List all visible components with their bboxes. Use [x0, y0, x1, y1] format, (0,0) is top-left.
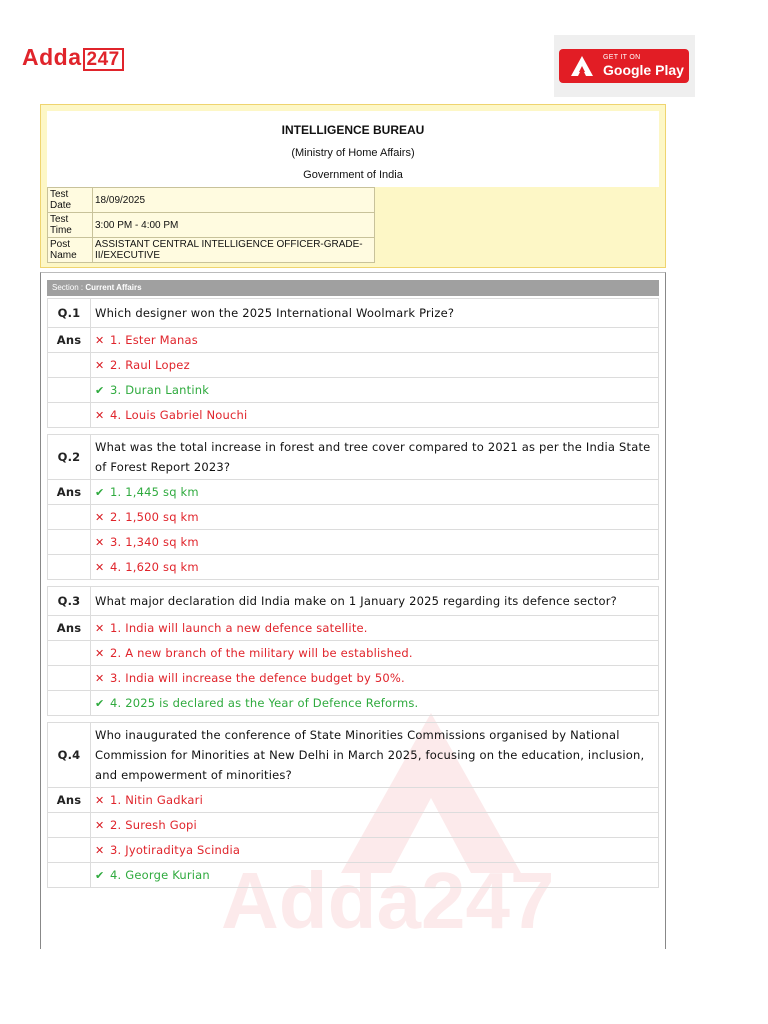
- cross-icon: ✕: [95, 843, 105, 857]
- wrong-option: [95, 333, 198, 347]
- test-date-row: [48, 188, 375, 213]
- answer-label: Ans: [48, 328, 91, 353]
- answer-label: Ans: [48, 480, 91, 505]
- option-text: 2. Suresh Gopi: [110, 818, 197, 833]
- option-row: [48, 555, 659, 580]
- post-name-label: Post Name: [48, 238, 93, 263]
- answer-label: Ans: [48, 616, 91, 641]
- test-date-label: Test Date: [48, 188, 93, 213]
- option-row: [48, 838, 659, 863]
- google-play-area: [554, 35, 695, 97]
- adda-app-icon: [570, 55, 594, 77]
- exam-title: INTELLIGENCE BUREAU: [281, 123, 425, 137]
- question-number: Q.2: [48, 435, 91, 480]
- check-icon: ✔: [95, 383, 105, 397]
- empty-label-cell: [48, 353, 91, 378]
- question-row: [48, 587, 659, 616]
- google-play-big-text: Google Play: [603, 62, 684, 78]
- option-text: 1. 1,445 sq km: [110, 485, 199, 500]
- question-text: Which designer won the 2025 International Woolmark Prize?: [91, 299, 659, 328]
- empty-label-cell: [48, 505, 91, 530]
- empty-label-cell: [48, 813, 91, 838]
- option-cell: [91, 616, 659, 641]
- option-row: [48, 378, 659, 403]
- question-row: [48, 299, 659, 328]
- option-cell: [91, 403, 659, 428]
- option-cell: [91, 641, 659, 666]
- option-text: 1. Nitin Gadkari: [110, 793, 203, 808]
- empty-label-cell: [48, 641, 91, 666]
- empty-label-cell: [48, 666, 91, 691]
- cross-icon: ✕: [95, 408, 105, 422]
- option-row: [48, 641, 659, 666]
- option-text: 2. Raul Lopez: [110, 358, 190, 373]
- question-row: [48, 723, 659, 788]
- test-details-table: [47, 187, 375, 263]
- option-row: [48, 616, 659, 641]
- option-text: 4. 2025 is declared as the Year of Defence Reforms.: [110, 696, 419, 711]
- option-cell: [91, 788, 659, 813]
- test-time-row: [48, 213, 375, 238]
- option-cell: [91, 666, 659, 691]
- option-text: 2. A new branch of the military will be established.: [110, 646, 413, 661]
- correct-option: [95, 383, 209, 397]
- exam-info-box: [40, 104, 666, 268]
- empty-label-cell: [48, 530, 91, 555]
- test-time-value: 3:00 PM - 4:00 PM: [93, 213, 375, 238]
- empty-label-cell: [48, 838, 91, 863]
- question-number: Q.1: [48, 299, 91, 328]
- option-cell: [91, 691, 659, 716]
- wrong-option: [95, 621, 368, 635]
- option-row: [48, 691, 659, 716]
- empty-label-cell: [48, 378, 91, 403]
- wrong-option: [95, 535, 199, 549]
- option-text: 3. India will increase the defence budget by 50%.: [110, 671, 405, 686]
- question-spacer: [48, 580, 659, 587]
- option-cell: [91, 813, 659, 838]
- wrong-option: [95, 510, 199, 524]
- question-spacer: [48, 428, 659, 435]
- question-text: What was the total increase in forest and tree cover compared to 2021 as per the India State of Forest Report 2023?: [91, 435, 659, 480]
- logo-text: Adda: [22, 44, 82, 70]
- check-icon: ✔: [95, 696, 105, 710]
- section-name: Current Affairs: [85, 283, 142, 292]
- option-text: 4. Louis Gabriel Nouchi: [110, 408, 248, 423]
- exam-header: [47, 111, 659, 187]
- option-text: 4. 1,620 sq km: [110, 560, 199, 575]
- wrong-option: [95, 818, 197, 832]
- section-prefix: Section :: [52, 283, 86, 292]
- wrong-option: [95, 408, 247, 422]
- option-row: [48, 863, 659, 888]
- option-cell: [91, 378, 659, 403]
- question-text: What major declaration did India make on 1 January 2025 regarding its defence sector?: [91, 587, 659, 616]
- empty-label-cell: [48, 863, 91, 888]
- cross-icon: ✕: [95, 621, 105, 635]
- option-row: [48, 480, 659, 505]
- wrong-option: [95, 843, 240, 857]
- question-row: [48, 435, 659, 480]
- google-play-small-text: GET IT ON: [603, 54, 641, 61]
- option-row: [48, 666, 659, 691]
- option-cell: [91, 863, 659, 888]
- google-play-button[interactable]: [559, 49, 689, 83]
- cross-icon: ✕: [95, 671, 105, 685]
- option-row: [48, 403, 659, 428]
- wrong-option: [95, 793, 203, 807]
- question-number: Q.3: [48, 587, 91, 616]
- option-row: [48, 530, 659, 555]
- section-bar: [47, 280, 659, 296]
- test-time-label: Test Time: [48, 213, 93, 238]
- option-text: 1. India will launch a new defence satellite.: [110, 621, 368, 636]
- wrong-option: [95, 560, 199, 574]
- question-panel: [40, 272, 666, 949]
- cross-icon: ✕: [95, 560, 105, 574]
- cross-icon: ✕: [95, 358, 105, 372]
- empty-label-cell: [48, 555, 91, 580]
- option-text: 3. Duran Lantink: [110, 383, 210, 398]
- empty-label-cell: [48, 691, 91, 716]
- question-text: Who inaugurated the conference of State Minorities Commissions organised by National Commission for Minorities at New Delhi in March 2025, focusing on the education, inclusion, and empowerment of minorities?: [91, 723, 659, 788]
- option-row: [48, 353, 659, 378]
- option-cell: [91, 505, 659, 530]
- cross-icon: ✕: [95, 333, 105, 347]
- correct-option: [95, 696, 418, 710]
- post-name-value: ASSISTANT CENTRAL INTELLIGENCE OFFICER-GRADE-II/EXECUTIVE: [93, 238, 375, 263]
- option-cell: [91, 480, 659, 505]
- option-cell: [91, 838, 659, 863]
- option-text: 1. Ester Manas: [110, 333, 198, 348]
- option-cell: [91, 353, 659, 378]
- option-row: [48, 328, 659, 353]
- cross-icon: ✕: [95, 793, 105, 807]
- wrong-option: [95, 646, 413, 660]
- check-icon: ✔: [95, 485, 105, 499]
- option-row: [48, 505, 659, 530]
- question-number: Q.4: [48, 723, 91, 788]
- option-row: [48, 813, 659, 838]
- adda247-logo[interactable]: [22, 44, 124, 71]
- wrong-option: [95, 358, 190, 372]
- cross-icon: ✕: [95, 535, 105, 549]
- exam-government: Government of India: [303, 169, 403, 181]
- check-icon: ✔: [95, 868, 105, 882]
- cross-icon: ✕: [95, 818, 105, 832]
- cross-icon: ✕: [95, 510, 105, 524]
- logo-number: 247: [83, 48, 124, 71]
- correct-option: [95, 485, 199, 499]
- option-row: [48, 788, 659, 813]
- answer-label: Ans: [48, 788, 91, 813]
- question-spacer: [48, 716, 659, 723]
- option-cell: [91, 328, 659, 353]
- svg-text:Adda247: Adda247: [221, 856, 555, 943]
- exam-ministry: (Ministry of Home Affairs): [291, 147, 415, 159]
- option-cell: [91, 530, 659, 555]
- empty-label-cell: [48, 403, 91, 428]
- cross-icon: ✕: [95, 646, 105, 660]
- option-text: 4. George Kurian: [110, 868, 210, 883]
- option-text: 2. 1,500 sq km: [110, 510, 199, 525]
- correct-option: [95, 868, 210, 882]
- questions-table: [47, 298, 659, 888]
- post-name-row: [48, 238, 375, 263]
- option-cell: [91, 555, 659, 580]
- test-date-value: 18/09/2025: [93, 188, 375, 213]
- wrong-option: [95, 671, 405, 685]
- option-text: 3. Jyotiraditya Scindia: [110, 843, 241, 858]
- option-text: 3. 1,340 sq km: [110, 535, 199, 550]
